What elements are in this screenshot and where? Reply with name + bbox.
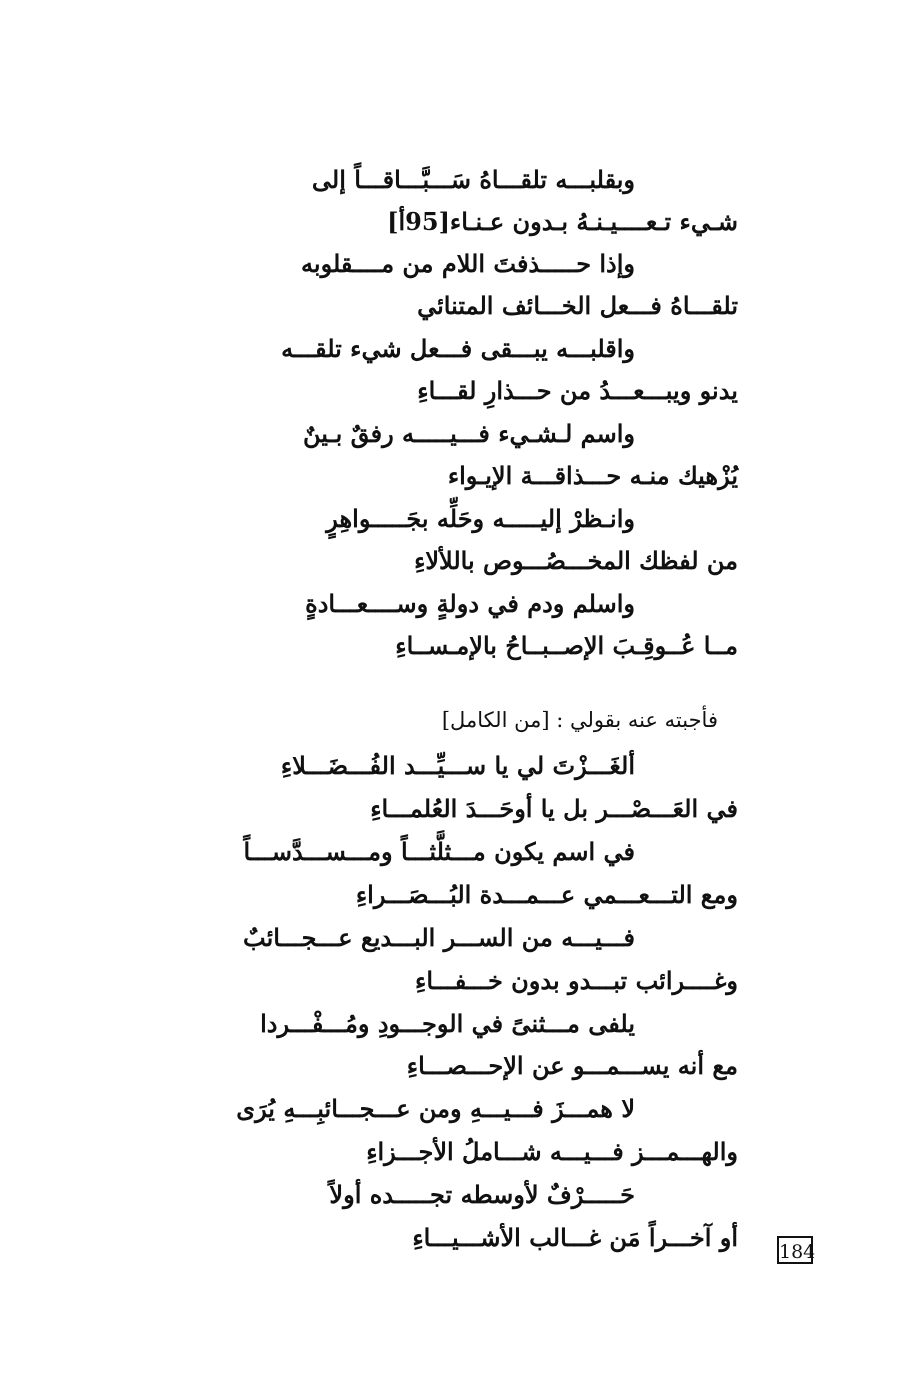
poem1-line-7: واسم لـشـيء فـــيـــــه رفقٌ بـينٌ [303, 419, 635, 448]
poem2-line-4: ومع التـــعـــمي عـــمـــدة البُـــصَـــراءِ [355, 880, 738, 909]
poem2-line-9: لا همـــزَ فـــيـــهِ ومن عـــجـــائبِـــهِ يُرَى [236, 1094, 635, 1123]
poem2-line-1: ألغَـــزْتَ لي يا ســـيِّـــد الفُـــضَـــلاءِ [280, 751, 635, 780]
poem2-line-12: أو آخـــراً مَن غـــالب الأشـــيـــاءِ [412, 1223, 738, 1252]
page-number: 184 [777, 1236, 813, 1264]
poem2-line-6: وغــــرائب تبـــدو بدون خـــفـــاءِ [415, 966, 738, 995]
poem1-line-8: يُزْهيك منـه حـــذاقـــة الإيـواء [447, 461, 738, 490]
poem1-line-2: شـيء تـعــــيـنـهُ بـدون عـنـاء[95أ] [387, 207, 738, 236]
poem1-line-3: وإذا حـــــذفتَ اللام من مــــقلوبه [301, 249, 635, 278]
poem2-line-3: في اسم يكون مـــثلَّثـــاً ومـــســـدَّســـاً [243, 837, 635, 866]
poem2-line-7: يلفى مـــثنىً في الوجـــودِ ومُـــفْـــردا [260, 1009, 635, 1038]
reply-intro: فأجبته عنه بقولي : [من الكامل] [441, 708, 718, 732]
poem1-line-10: من لفظك المخـــصُـــوص باللألاءِ [414, 546, 738, 575]
poem2-line-2: في العَـــصْـــر بل يا أوحَـــدَ العُلمـــاءِ [370, 794, 738, 823]
poem2-line-5: فـــيـــه من الســـر البـــديع عـــجـــائبٌ [243, 923, 635, 952]
poem1-line-1: وبقلبـــه تلقـــاهُ سَـــبَّـــاقـــاً إلى [311, 165, 635, 194]
poem2-line-10: والهـــمـــز فـــيـــه شـــاملُ الأجـــزاءِ [366, 1137, 738, 1166]
poem1-line-9: وانـظرْ إليـــــه وحَلِّه بجَـــــواهِرٍ [326, 504, 635, 533]
poem2-line-11: حَـــــرْفٌ لأوسطه تجـــــده أولاً [329, 1180, 635, 1209]
poem1-line-6: يدنو ويبـــعـــدُ من حـــذارِ لقـــاءِ [417, 376, 738, 405]
poem1-line-4: تلقـــاهُ فـــعل الخـــائف المتنائي [417, 291, 738, 320]
poem2-line-8: مع أنه يســـمـــو عن الإحـــصـــاءِ [406, 1051, 738, 1080]
poem1-line-11: واسلم ودم في دولةٍ وســــعـــادةٍ [305, 589, 635, 618]
poem1-line-5: واقلبـــه يبـــقى فـــعل شيء تلقـــه [281, 334, 635, 363]
poem1-line-12: مــا عُــوقِـبَ الإصــبــاحُ بالإمـســاءِ [395, 631, 738, 660]
